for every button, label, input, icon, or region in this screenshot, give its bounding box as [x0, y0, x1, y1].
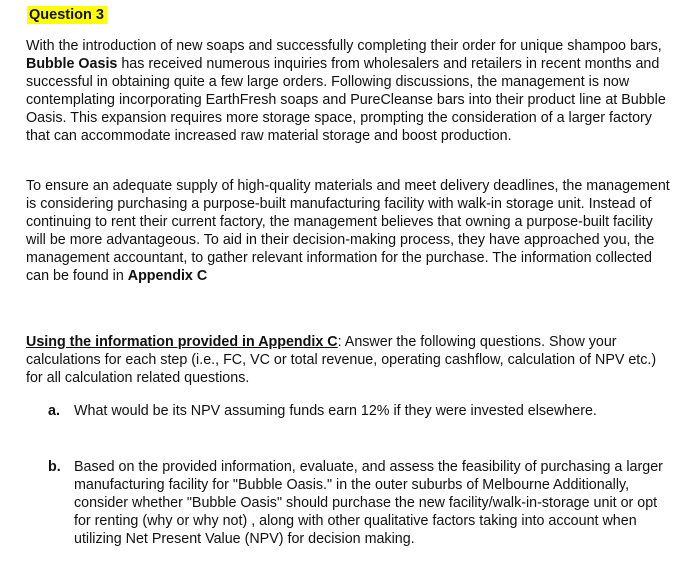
intro-text-start: With the introduction of new soaps and successfully completing their order for unique shampoo bars, [26, 38, 662, 54]
context-paragraph [26, 178, 676, 285]
company-name: Bubble Oasis [26, 55, 118, 72]
question-text-a: What would be its NPV assuming funds earn 12% if they were invested elsewhere. [74, 403, 597, 419]
question-marker-a: a. [48, 403, 60, 419]
question-item-a [48, 403, 673, 421]
context-text: To ensure an adequate supply of high-quality materials and meet delivery deadlines, the management is considering purchasing a purpose-built manufacturing facility with walk-in storage unit. Instead of continuing to rent their current factory, the management believes that owning a purpose-built facility will be more advantageous. To aid in their decision-making process, they have approached you, the management accountant, to gather relevant information for the purchase. The information collected can be found in [26, 178, 670, 284]
instructions-paragraph [26, 334, 676, 388]
instructions-lead: Using the information provided in Appendix C [26, 334, 338, 350]
intro-paragraph [26, 38, 676, 145]
question-marker-b: b. [48, 459, 61, 475]
question-text-b: Based on the provided information, evaluate, and assess the feasibility of purchasing a larger manufacturing facility for "Bubble Oasis." in the outer suburbs of Melbourne Additionally, consider whether "Bubble Oasis" should purchase the new facility/walk-in-storage unit or opt for renting (why or why not) , along with other qualitative factors taking into account when utilizing Net Present Value (NPV) for decision making. [74, 459, 663, 547]
question-title: Question 3 [29, 7, 104, 23]
question-item-b [48, 459, 673, 549]
appendix-reference: Appendix C [127, 267, 208, 284]
intro-text-end: has received numerous inquiries from wholesalers and retailers in recent months and successful in obtaining quite a few large orders. Following discussions, the management is now contemplating incorporating EarthFresh soaps and PureCleanse bars into their product line at Bubble Oasis. This expansion requires more storage space, prompting the consideration of a larger factory that can accommodate increased raw material storage and boost production. [26, 55, 666, 144]
question-heading [27, 6, 107, 24]
instructions-text: : Answer the following questions. Show your calculations for each step (i.e., FC, VC or total revenue, operating cashflow, calculation of NPV etc.) for all calculation related questions. [26, 334, 657, 386]
